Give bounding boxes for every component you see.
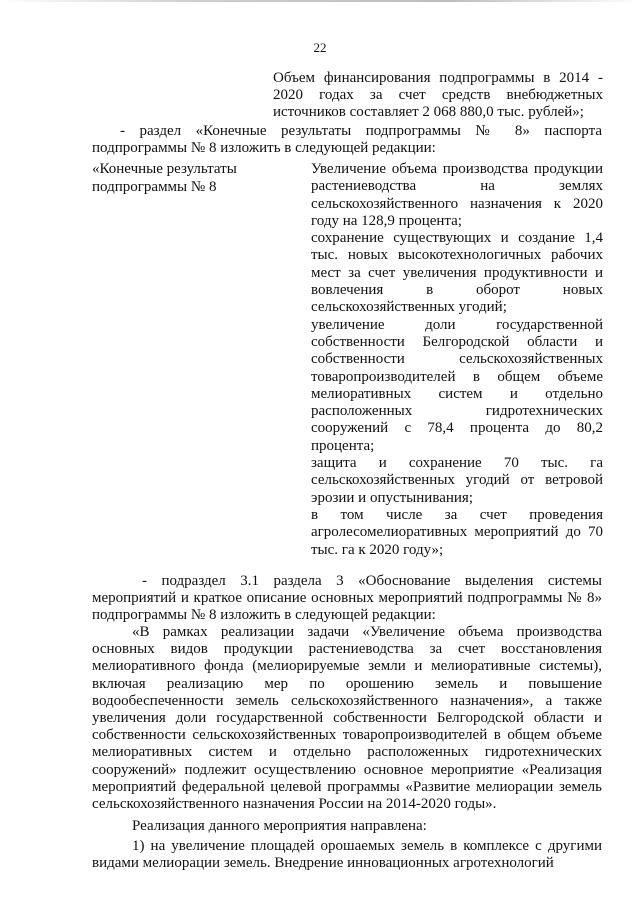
- section-intro-paragraph: - раздел «Конечные результаты подпрограммы № 8» паспорта подпрограммы № 8 изложить в следующей редакции:: [92, 123, 602, 157]
- subsection-intro-paragraph: - подраздел 3.1 раздела 3 «Обоснование выделения системы мероприятий и краткое описание основных мероприятий подпрограммы № 8» подпрограммы № 8 изложить в следующей редакции:: [92, 573, 602, 624]
- page-number: 22: [313, 40, 327, 55]
- results-item: в том числе за счет проведения агролесомелиоративных мероприятий до 70 тыс. га к 2020 году»;: [311, 506, 603, 558]
- results-item: увеличение доли государственной собственности Белгородской области и собственности сельскохозяйственных товаропроизводителей в общем объеме мелиоративных систем и отдельно расположенных гидротехнических сооружений с 78,4 процента до 80,2 процента;: [311, 316, 603, 454]
- main-paragraph-block: [92, 624, 602, 813]
- direction-heading: Реализация данного мероприятия направлена:: [132, 818, 427, 834]
- funding-note: Объем финансирования подпрограммы в 2014 - 2020 годах за счет средств внебюджетных источников составляет 2 068 880,0 тыс. рублей»;: [273, 70, 603, 120]
- funding-note-block: [273, 70, 603, 121]
- main-paragraph: «В рамках реализации задачи «Увеличение объема производства основных видов продукции растениеводства за счет восстановления мелиоративного фонда (мелиорируемые земли и мелиоративные системы), включая реализацию мер по орошению земель и повышение водообеспеченности земель сельскохозяйственного назначения», а также увеличения доли государственной собственности Белгородской области и собственности сельскохозяйственных товаропроизводителей в общем объеме мелиоративных систем и отдельно расположенных гидротехнических сооружений» подлежит осуществлению основное мероприятие «Реализация мероприятий федеральной целевой программы «Развитие мелиорации земель сельскохозяйственного назначения России на 2014-2020 годы».: [92, 624, 602, 813]
- direction-heading-block: [92, 818, 602, 835]
- results-table-label: «Конечные результаты подпрограммы № 8: [92, 161, 237, 195]
- results-item: Увеличение объема производства продукции растениеводства на землях сельскохозяйственного назначения к 2020 году на 128,9 процента;: [311, 161, 603, 229]
- results-item: сохранение существующих и создание 1,4 тыс. новых высокотехнологичных рабочих мест за счет увеличения продуктивности и вовлечения в оборот новых сельскохозяйственных угодий;: [311, 230, 603, 316]
- page-top-edge: [0, 0, 640, 2]
- direction-item-1: 1) на увеличение площадей орошаемых земель в комплексе с другими видами мелиорации земель. Внедрение инновационных агротехнологий: [92, 838, 602, 872]
- results-table-right-cell: [311, 161, 603, 559]
- subsection-intro-block: [92, 573, 602, 625]
- results-table-left-cell: [92, 161, 292, 196]
- results-item: защита и сохранение 70 тыс. га сельскохозяйственных угодий от ветровой эрозии и опустынивания;: [311, 455, 603, 506]
- section-intro-block: [92, 123, 602, 157]
- direction-item-block: [92, 838, 602, 872]
